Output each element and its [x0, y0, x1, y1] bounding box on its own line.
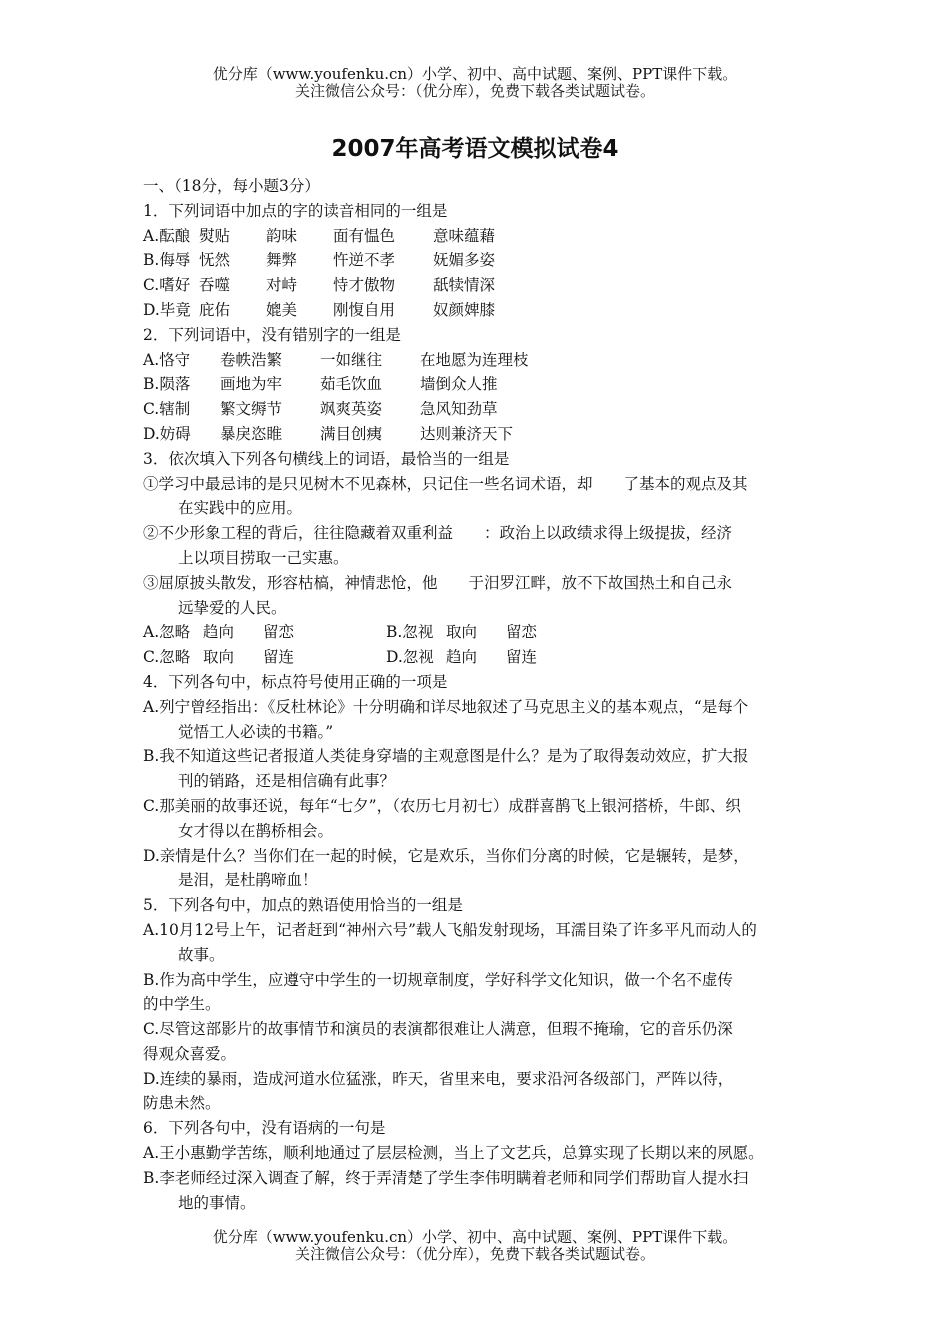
- q5-option-a: A.10月12号上午，记者赶到“神州六号”载人飞船发射现场，耳濡目染了许多平凡而动人的: [143, 920, 757, 939]
- option-cell: 怃然: [199, 251, 231, 270]
- q3-sentence-2-cont: 上以项目捞取一己实惠。: [178, 548, 349, 567]
- q2-option-a: [143, 348, 813, 373]
- q2-option-c: [143, 397, 813, 422]
- option-cell: 达则兼济天下: [420, 424, 514, 443]
- q3-sentence-3: ③屈原披头散发，形容枯槁，神情悲怆，他 于汨罗江畔，放不下故国热土和自己永: [143, 573, 733, 592]
- option-cell: B.陨落: [143, 375, 191, 394]
- q3-sentence-2: ②不少形象工程的背后，往往隐藏着双重利益 ：政治上以政绩求得上级提拔，经济: [143, 524, 733, 543]
- q2-option-b: [143, 372, 813, 397]
- q1-option-d: [143, 298, 813, 323]
- q4-option-b-cont: 刊的销路，还是相信确有此事？: [178, 772, 396, 791]
- page-header: [0, 66, 950, 100]
- footer-line-1: 优分库（www.youfenku.cn）小学、初中、高中试题、案例、PPT课件下载。: [212, 1228, 738, 1246]
- option-cell: 取向: [203, 648, 235, 667]
- q4-option-a: A.列宁曾经指出：《反杜林论》十分明确和详尽地叙述了马克思主义的基本观点，“是每个: [143, 697, 749, 716]
- option-cell: 吞噬: [199, 276, 231, 295]
- q3-sentence-3-cont: 远挚爱的人民。: [178, 598, 287, 617]
- q4-option-d-cont: 是泪，是杜鹃啼血！: [178, 871, 318, 890]
- question-3-stem: 3．依次填入下列各句横线上的词语，最恰当的一组是: [143, 449, 510, 468]
- section-heading: 一、（18分，每小题3分）: [143, 177, 320, 195]
- q3-options-ab: [143, 620, 813, 645]
- option-cell: 忤逆不孝: [333, 251, 396, 270]
- option-cell: 留连: [263, 648, 295, 667]
- option-cell: C.忽略: [143, 648, 191, 667]
- option-cell: 在地愿为连理枝: [420, 350, 529, 369]
- q4-option-d: D.亲情是什么？当你们在一起的时候，它是欢乐，当你们分离的时候，它是辗转，是梦，: [143, 846, 749, 865]
- option-cell: 留连: [506, 648, 538, 667]
- q6-option-a: A.王小惠勤学苦练，顺利地通过了层层检测，当上了文艺兵，总算实现了长期以来的夙愿。: [143, 1144, 764, 1163]
- q5-option-b: B.作为高中学生，应遵守中学生的一切规章制度，学好科学文化知识，做一个名不虚传: [143, 970, 733, 989]
- option-cell: 留恋: [263, 623, 295, 642]
- option-cell: 急风知劲草: [420, 400, 498, 419]
- question-6-stem: 6．下列各句中，没有语病的一句是: [143, 1119, 386, 1138]
- option-cell: 对峙: [266, 276, 298, 295]
- q6-option-b: B.李老师经过深入调查了解，终于弄清楚了学生李伟明瞒着老师和同学们帮助盲人提水扫: [143, 1168, 749, 1187]
- option-cell: D.毕竟: [143, 300, 191, 319]
- page-title: 2007年高考语文模拟试卷4: [331, 136, 619, 162]
- option-cell: 画地为牢: [220, 375, 283, 394]
- q5-option-c: C.尽管这部影片的故事情节和演员的表演都很难让人满意，但瑕不掩瑜，它的音乐仍深: [143, 1020, 733, 1039]
- option-cell: 趋向: [203, 623, 235, 642]
- option-cell: 繁文缛节: [220, 400, 283, 419]
- q5-option-d-cont: 防患未然。: [143, 1094, 221, 1113]
- option-cell: 暴戾恣睢: [220, 424, 283, 443]
- option-cell: 韵味: [266, 226, 298, 245]
- option-cell: B.侮辱: [143, 251, 191, 270]
- question-5-stem: 5．下列各句中，加点的熟语使用恰当的一组是: [143, 896, 463, 915]
- option-cell: 取向: [446, 623, 478, 642]
- option-cell: 墙倒众人推: [420, 375, 498, 394]
- page-footer: [0, 1229, 950, 1263]
- question-4-stem: 4．下列各句中，标点符号使用正确的一项是: [143, 672, 448, 691]
- q5-option-c-cont: 得观众喜爱。: [143, 1044, 237, 1063]
- option-cell: A.恪守: [143, 350, 191, 369]
- option-cell: A.酝酿: [143, 226, 191, 245]
- q2-option-d: [143, 422, 813, 447]
- header-line-2: 关注微信公众号：（优分库），免费下载各类试题试卷。: [294, 82, 655, 100]
- q6-option-b-cont: 地的事情。: [178, 1193, 256, 1212]
- option-cell: 舐犊情深: [433, 276, 496, 295]
- option-cell: 一如继往: [320, 350, 383, 369]
- option-cell: 庇佑: [199, 300, 231, 319]
- option-cell: 飒爽英姿: [320, 400, 383, 419]
- option-cell: C.嗜好: [143, 276, 191, 295]
- option-cell: 妩媚多姿: [433, 251, 496, 270]
- option-cell: B.忽视: [386, 623, 434, 642]
- option-cell: 刚愎自用: [333, 300, 396, 319]
- option-cell: 意味蕴藉: [433, 226, 496, 245]
- q3-sentence-1-cont: 在实践中的应用。: [178, 499, 303, 518]
- q1-option-b: [143, 248, 813, 273]
- q3-sentence-1: ①学习中最忌讳的是只见树木不见森林，只记住一些名词术语，却 了基本的观点及其: [143, 474, 748, 493]
- option-cell: 媲美: [266, 300, 298, 319]
- option-cell: 卷帙浩繁: [220, 350, 283, 369]
- option-cell: D.忽视: [386, 648, 434, 667]
- question-2-stem: 2．下列词语中，没有错别字的一组是: [143, 325, 401, 344]
- q4-option-b: B.我不知道这些记者报道人类徒身穿墙的主观意图是什么？是为了取得轰动效应，扩大报: [143, 747, 749, 766]
- q5-option-d: D.连续的暴雨，造成河道水位猛涨，昨天，省里来电，要求沿河各级部门，严阵以待，: [143, 1069, 734, 1088]
- q1-option-c: [143, 273, 813, 298]
- q3-options-cd: [143, 645, 813, 670]
- exam-content: [143, 174, 813, 1215]
- q4-option-c-cont: 女才得以在鹊桥相会。: [178, 821, 334, 840]
- option-cell: 熨贴: [199, 226, 231, 245]
- option-cell: 恃才傲物: [333, 276, 396, 295]
- q4-option-a-cont: 觉悟工人必读的书籍。”: [178, 722, 334, 741]
- option-cell: 奴颜婢膝: [433, 300, 496, 319]
- option-cell: 趋向: [446, 648, 478, 667]
- option-cell: 舞弊: [266, 251, 298, 270]
- q5-option-b-cont: 的中学生。: [143, 995, 221, 1014]
- option-cell: 茹毛饮血: [320, 375, 383, 394]
- option-cell: C.辖制: [143, 400, 191, 419]
- q4-option-c: C.那美丽的故事还说，每年“七夕”，（农历七月初七）成群喜鹊飞上银河搭桥，牛郎、织: [143, 796, 741, 815]
- option-cell: D.妨碍: [143, 424, 191, 443]
- footer-line-2: 关注微信公众号：（优分库），免费下载各类试题试卷。: [294, 1245, 655, 1263]
- question-1-stem: 1．下列词语中加点的字的读音相同的一组是: [143, 201, 448, 220]
- q5-option-a-cont: 故事。: [178, 945, 225, 964]
- q1-option-a: [143, 224, 813, 249]
- option-cell: 留恋: [506, 623, 538, 642]
- option-cell: 面有愠色: [333, 226, 396, 245]
- option-cell: 满目创痍: [320, 424, 383, 443]
- option-cell: A.忽略: [143, 623, 191, 642]
- header-line-1: 优分库（www.youfenku.cn）小学、初中、高中试题、案例、PPT课件下载。: [212, 65, 738, 83]
